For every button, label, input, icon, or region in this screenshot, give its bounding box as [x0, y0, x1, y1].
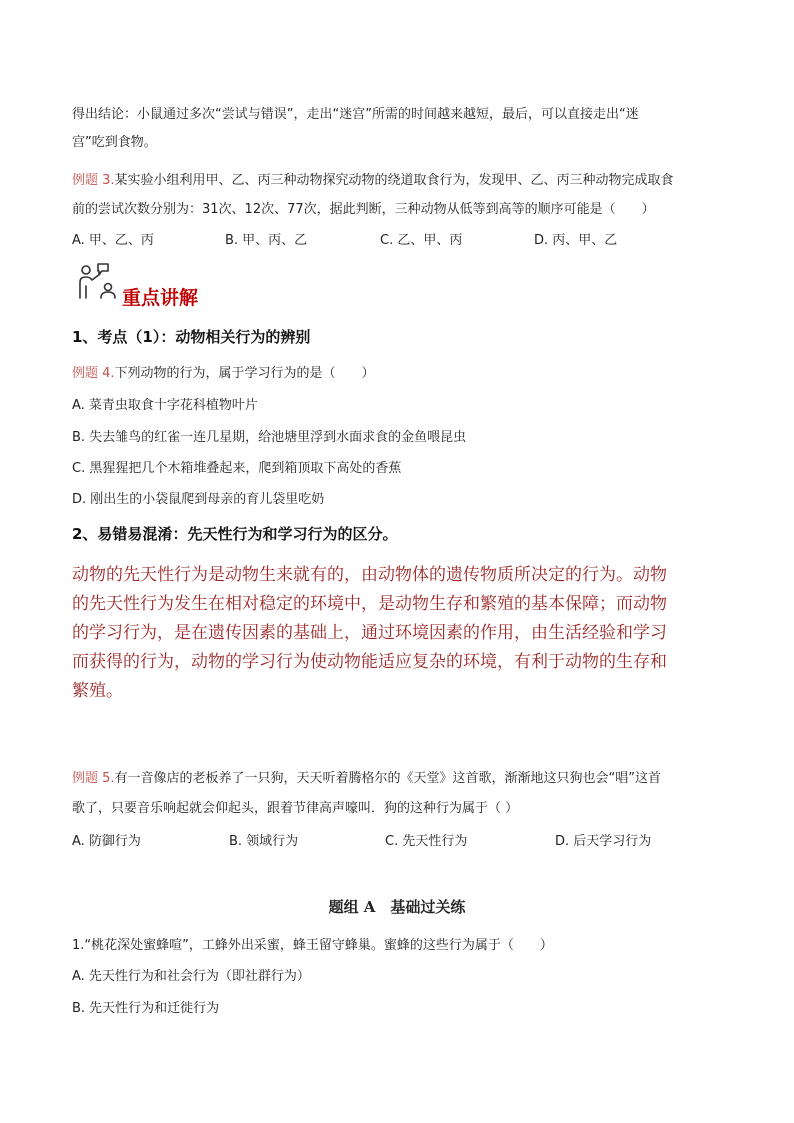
explanation-line: 而获得的行为，动物的学习行为使动物能适应复杂的环境，有利于动物的生存和 — [72, 652, 667, 672]
explanation-paragraph — [72, 561, 727, 706]
explanation-line: 繁殖。 — [72, 681, 123, 701]
explanation-line: 动物的先天性行为是动物生来就有的，由动物体的遗传物质所决定的行为。动物 — [72, 565, 667, 585]
explanation-line: 的学习行为，是在遗传因素的基础上，通过环境因素的作用，由生活经验和学习 — [72, 623, 667, 643]
example-5-option-b: B. 领域行为 — [229, 834, 299, 849]
example-3-stem-line-2: 前的尝试次数分别为：31次、12次、77次，据此判断，三种动物从低等到高等的顺序可能是（ ） — [72, 202, 655, 217]
example-3-stem-line-1: 例题 3.某实验小组利用甲、乙、丙三种动物探究动物的绕道取食行为，发现甲、乙、丙三种动物完成取食 — [72, 173, 674, 188]
point-1-heading: 1、考点（1）：动物相关行为的辨别 — [72, 328, 311, 346]
conclusion-line-1: 得出结论：小鼠通过多次“尝试与错误”，走出“迷宫”所需的时间越来越短，最后，可以直接走出“迷 — [72, 107, 639, 122]
example-3-option-b: B. 甲、丙、乙 — [225, 233, 308, 248]
point-2-heading: 2、易错易混淆：先天性行为和学习行为的区分。 — [72, 525, 398, 543]
example-4-option-c: C. 黑猩猩把几个木箱堆叠起来，爬到箱顶取下高处的香蕉 — [72, 461, 402, 476]
group-a-question-1: 1.“桃花深处蜜蜂喧”，工蜂外出采蜜，蜂王留守蜂巢。蜜蜂的这些行为属于（ ） — [72, 938, 553, 953]
example-4-option-b: B. 失去雏鸟的红雀一连几星期，给池塘里浮到水面求食的金鱼喂昆虫 — [72, 430, 467, 445]
example-4-stem: 例题 4.下列动物的行为，属于学习行为的是（ ） — [72, 366, 375, 381]
example-4-option-d: D. 刚出生的小袋鼠爬到母亲的育儿袋里吃奶 — [72, 492, 325, 507]
example-5-stem-line-2: 歌了，只要音乐响起就会仰起头，跟着节律高声嚎叫．狗的这种行为属于（ ） — [72, 801, 519, 816]
example-4-option-a: A. 菜青虫取食十字花科植物叶片 — [72, 398, 258, 413]
teacher-icon — [76, 258, 120, 302]
group-a-q1-option-b: B. 先天性行为和迁徙行为 — [72, 1001, 220, 1016]
example-5-option-c: C. 先天性行为 — [385, 834, 468, 849]
example-5-option-d: D. 后天学习行为 — [555, 834, 652, 849]
example-label: 例题 5. — [72, 771, 115, 786]
example-3-option-a: A. 甲、乙、丙 — [72, 233, 154, 248]
example-label: 例题 3. — [72, 173, 115, 188]
example-5-stem-line-1: 例题 5.有一音像店的老板养了一只狗，天天听着腾格尔的《天堂》这首歌，渐渐地这只狗也会“唱”这首 — [72, 771, 662, 786]
example-label: 例题 4. — [72, 366, 115, 381]
group-a-title: 题组 A 基础过关练 — [328, 898, 466, 916]
conclusion-line-2: 宫”吃到食物。 — [72, 135, 157, 150]
section-title: 重点讲解 — [122, 287, 199, 309]
explanation-line: 的先天性行为发生在相对稳定的环境中，是动物生存和繁殖的基本保障；而动物 — [72, 594, 667, 614]
example-5-option-a: A. 防御行为 — [72, 834, 141, 849]
example-3-option-d: D. 丙、甲、乙 — [534, 233, 618, 248]
group-a-q1-option-a: A. 先天性行为和社会行为（即社群行为） — [72, 969, 310, 984]
example-3-option-c: C. 乙、甲、丙 — [380, 233, 463, 248]
